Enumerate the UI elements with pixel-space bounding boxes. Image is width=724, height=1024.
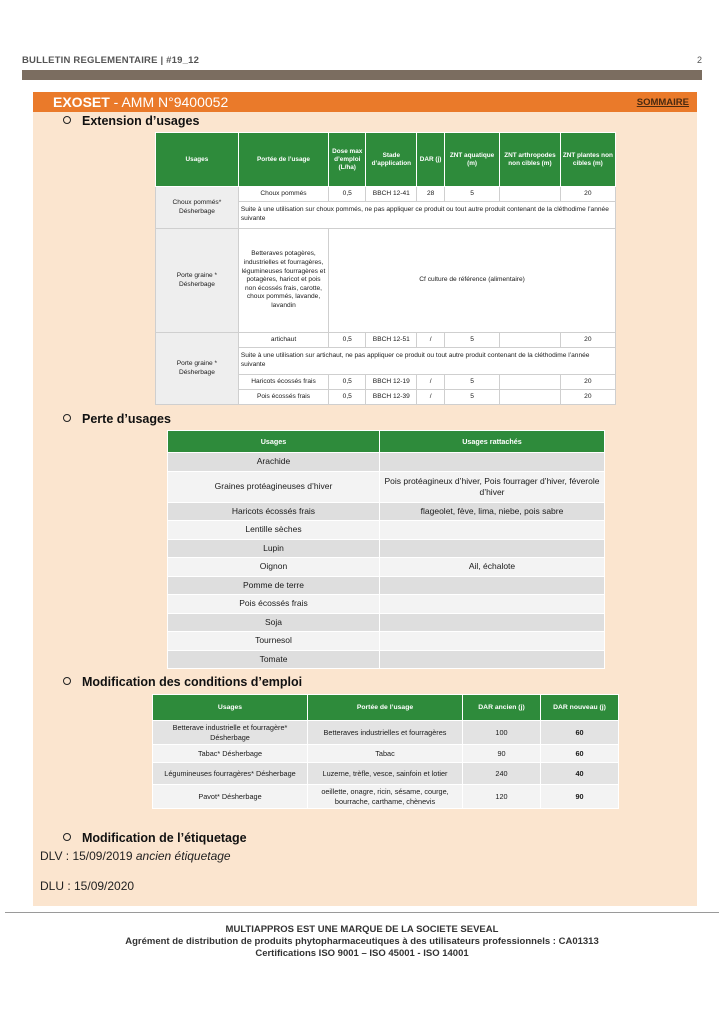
circle-bullet-icon — [63, 116, 71, 124]
col-header: Usages — [168, 431, 380, 453]
sommaire-link[interactable]: SOMMAIRE — [636, 97, 689, 108]
table-cell — [500, 375, 561, 390]
dlu-line: DLU : 15/09/2020 — [40, 879, 135, 893]
portee-cell: Luzerne, trèfle, vesce, sainfoin et lotier — [308, 763, 463, 785]
table-cell: 5 — [444, 390, 499, 405]
table-row — [168, 613, 605, 632]
table-cell: 0,5 — [329, 375, 366, 390]
usage-cell: Graines protéagineuses d’hiver — [168, 471, 380, 502]
footer-agrement: Agrément de distribution de produits phytopharmaceutiques à des utilisateurs professionnels : CA01313 — [125, 936, 599, 947]
attached-usages-cell — [380, 650, 605, 669]
table-row — [168, 632, 605, 651]
attached-usages-cell — [380, 613, 605, 632]
table-cell: 20 — [560, 187, 615, 202]
table-row — [168, 650, 605, 669]
attached-usages-cell: Ail, échalote — [380, 558, 605, 577]
attached-usages-cell — [380, 453, 605, 472]
col-header: Portée de l’usage — [308, 695, 463, 721]
table-cell: 5 — [444, 187, 499, 202]
table-header-row — [156, 133, 616, 187]
usage-cell: Betterave industrielle et fourragère* Désherbage — [153, 721, 308, 745]
product-title — [53, 93, 228, 111]
table-cell: Choux pommés — [238, 187, 328, 202]
portee-cell: Tabac — [308, 745, 463, 763]
section-title: Perte d’usages — [82, 412, 171, 426]
usage-cell: Porte graine * Désherbage — [156, 333, 239, 405]
col-header: DAR nouveau (j) — [541, 695, 619, 721]
extension-table — [155, 132, 616, 405]
usage-cell: Choux pommés* Désherbage — [156, 187, 239, 229]
table-cell — [500, 187, 561, 202]
dar-ancien-cell: 100 — [463, 721, 541, 745]
col-header: ZNT plantes non cibles (m) — [560, 133, 615, 187]
table-row — [153, 763, 619, 785]
table-cell: / — [417, 390, 445, 405]
col-header: Usages rattachés — [380, 431, 605, 453]
usage-cell: Tabac* Désherbage — [153, 745, 308, 763]
dar-nouveau-cell: 60 — [541, 721, 619, 745]
usage-cell: Oignon — [168, 558, 380, 577]
dlv-note: ancien étiquetage — [135, 849, 231, 863]
conditions-emploi-table — [152, 694, 619, 809]
attached-usages-cell — [380, 595, 605, 614]
table-row — [156, 187, 616, 202]
table-cell: / — [417, 333, 445, 348]
col-header: Usages — [156, 133, 239, 187]
attached-usages-cell — [380, 576, 605, 595]
usage-cell: Tomate — [168, 650, 380, 669]
section-title: Modification des conditions d’emploi — [82, 675, 303, 689]
portee-cell: Betteraves potagères, industrielles et fourragères, légumineuses fourragères et potagères, haricot et pois non écossés frais, carotte, choux pommés, lavande, lavandin — [238, 229, 328, 333]
dlv-line — [40, 849, 231, 863]
table-row — [168, 471, 605, 502]
col-header: DAR (j) — [417, 133, 445, 187]
usage-cell: Lupin — [168, 539, 380, 558]
section-title: Extension d’usages — [82, 114, 200, 128]
table-cell — [500, 390, 561, 405]
table-header-row — [168, 431, 605, 453]
section-perte-title — [63, 412, 171, 426]
col-header: Usages — [153, 695, 308, 721]
dar-ancien-cell: 90 — [463, 745, 541, 763]
section-conditions-title — [63, 675, 302, 689]
table-row — [156, 229, 616, 333]
table-cell: BBCH 12-39 — [366, 390, 417, 405]
usage-cell: Lentille sèches — [168, 521, 380, 540]
table-cell: 0,5 — [329, 390, 366, 405]
product-amm: - AMM N°9400052 — [109, 94, 229, 110]
table-row — [168, 595, 605, 614]
product-name: EXOSET — [53, 94, 110, 110]
table-cell: 28 — [417, 187, 445, 202]
dlv-date: DLV : 15/09/2019 — [40, 849, 133, 863]
page-header — [22, 55, 702, 67]
table-row — [168, 539, 605, 558]
table-cell: artichaut — [238, 333, 328, 348]
attached-usages-cell: Pois protéagineux d’hiver, Pois fourrager d’hiver, féverole d’hiver — [380, 471, 605, 502]
table-cell: Pois écossés frais — [238, 390, 328, 405]
col-header: Dose max d’emploi (L/ha) — [329, 133, 366, 187]
table-cell: 20 — [560, 333, 615, 348]
table-cell: 20 — [560, 375, 615, 390]
table-cell: 5 — [444, 333, 499, 348]
table-cell: BBCH 12-41 — [366, 187, 417, 202]
section-extension-title — [63, 114, 199, 128]
table-row — [168, 453, 605, 472]
usage-cell: Légumineuses fourragères* Désherbage — [153, 763, 308, 785]
dar-ancien-cell: 240 — [463, 763, 541, 785]
footer-brand: MULTIAPPROS EST UNE MARQUE DE LA SOCIETE SEVEAL — [225, 924, 499, 935]
table-cell: Haricots écossés frais — [238, 375, 328, 390]
table-row — [168, 558, 605, 577]
col-header: DAR ancien (j) — [463, 695, 541, 721]
col-header: ZNT aquatique (m) — [444, 133, 499, 187]
dar-nouveau-cell: 40 — [541, 763, 619, 785]
table-cell: / — [417, 375, 445, 390]
portee-cell: oeillette, onagre, ricin, sésame, courge, bourrache, carthame, chènevis — [308, 785, 463, 809]
usage-cell: Haricots écossés frais — [168, 502, 380, 521]
usage-cell: Pavot* Désherbage — [153, 785, 308, 809]
circle-bullet-icon — [63, 677, 71, 685]
usage-cell: Arachide — [168, 453, 380, 472]
table-row — [168, 521, 605, 540]
circle-bullet-icon — [63, 833, 71, 841]
table-cell: BBCH 12-51 — [366, 333, 417, 348]
note-cell: Suite à une utilisation sur choux pommés, ne pas appliquer ce produit ou tout autre produit contenant de la cléthodime l’année suivante — [238, 202, 615, 229]
dar-nouveau-cell: 90 — [541, 785, 619, 809]
table-row — [156, 333, 616, 348]
perte-usages-table — [167, 430, 605, 669]
reference-cell: Cf culture de référence (alimentaire) — [329, 229, 616, 333]
table-row — [153, 745, 619, 763]
section-etiquetage-title — [63, 831, 247, 845]
table-row — [168, 576, 605, 595]
table-cell: 5 — [444, 375, 499, 390]
table-row — [153, 721, 619, 745]
table-cell: 20 — [560, 390, 615, 405]
dar-nouveau-cell: 60 — [541, 745, 619, 763]
portee-cell: Betteraves industrielles et fourragères — [308, 721, 463, 745]
usage-cell: Pomme de terre — [168, 576, 380, 595]
usage-cell: Tournesol — [168, 632, 380, 651]
col-header: ZNT arthropodes non cibles (m) — [500, 133, 561, 187]
table-row — [168, 502, 605, 521]
bulletin-title: BULLETIN REGLEMENTAIRE | #19_12 — [22, 55, 200, 66]
table-cell: 0,5 — [329, 333, 366, 348]
usage-cell: Soja — [168, 613, 380, 632]
header-divider — [22, 70, 702, 80]
col-header: Stade d’application — [366, 133, 417, 187]
attached-usages-cell — [380, 539, 605, 558]
footer-certifications: Certifications ISO 9001 – ISO 45001 - ISO 14001 — [255, 948, 469, 959]
usage-cell: Pois écossés frais — [168, 595, 380, 614]
footer-divider — [5, 912, 719, 913]
usage-cell: Porte graine * Désherbage — [156, 229, 239, 333]
table-row — [153, 785, 619, 809]
table-cell: BBCH 12-19 — [366, 375, 417, 390]
attached-usages-cell — [380, 521, 605, 540]
circle-bullet-icon — [63, 414, 71, 422]
page-number: 2 — [696, 55, 702, 65]
col-header: Portée de l’usage — [238, 133, 328, 187]
note-cell: Suite à une utilisation sur artichaut, ne pas appliquer ce produit ou tout autre produit contenant de la cléthodime l’année suivante — [238, 348, 615, 375]
table-cell — [500, 333, 561, 348]
attached-usages-cell — [380, 632, 605, 651]
attached-usages-cell: flageolet, fève, lima, niebe, pois sabre — [380, 502, 605, 521]
section-title: Modification de l’étiquetage — [82, 831, 247, 845]
table-header-row — [153, 695, 619, 721]
table-cell: 0,5 — [329, 187, 366, 202]
dar-ancien-cell: 120 — [463, 785, 541, 809]
